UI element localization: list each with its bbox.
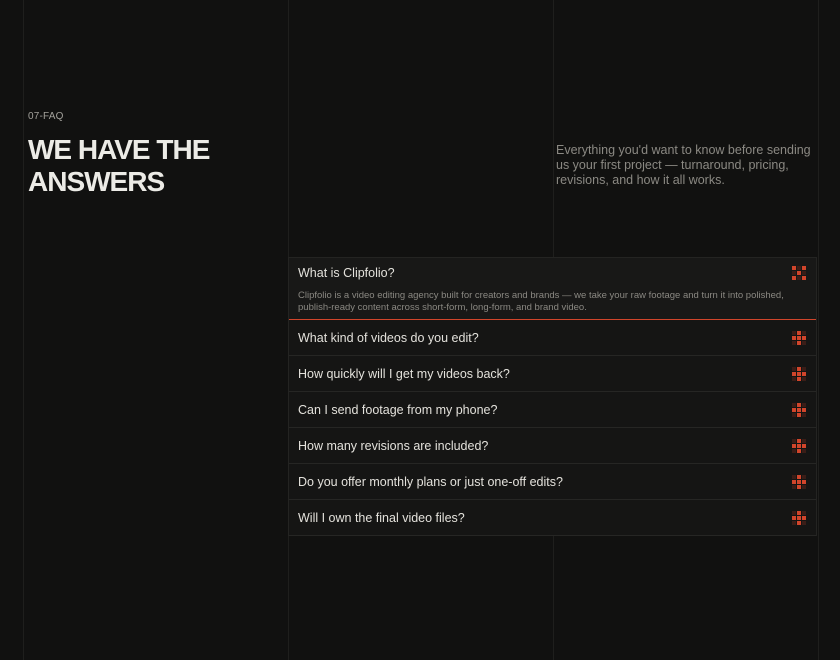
faq-accordion [288, 257, 817, 536]
faq-item [289, 320, 816, 356]
faq-question-toggle[interactable] [289, 320, 816, 355]
plus-icon [791, 474, 807, 490]
faq-question: How quickly will I get my videos back? [298, 366, 510, 381]
plus-icon [791, 510, 807, 526]
faq-question: What kind of videos do you edit? [298, 330, 479, 345]
faq-item [289, 464, 816, 500]
faq-question: What is Clipfolio? [298, 265, 395, 280]
faq-item [289, 258, 816, 320]
plus-icon [791, 330, 807, 346]
faq-question-toggle[interactable] [289, 500, 816, 535]
faq-item [289, 392, 816, 428]
plus-icon [791, 438, 807, 454]
faq-item [289, 356, 816, 392]
faq-question: Can I send footage from my phone? [298, 402, 498, 417]
section-intro: Everything you'd want to know before sending us your first project — turnaround, pricing, revisions, and how it all works. [556, 143, 811, 187]
faq-item [289, 428, 816, 464]
faq-question-toggle[interactable] [289, 392, 816, 427]
faq-question-toggle[interactable] [289, 258, 816, 287]
faq-question-toggle[interactable] [289, 356, 816, 391]
faq-question: Do you offer monthly plans or just one-off edits? [298, 474, 563, 489]
grid-line [818, 0, 819, 660]
faq-question-toggle[interactable] [289, 428, 816, 463]
grid-line [23, 0, 24, 660]
faq-question-toggle[interactable] [289, 464, 816, 499]
section-tag: 07-FAQ [28, 111, 64, 122]
plus-icon [791, 366, 807, 382]
faq-answer: Clipfolio is a video editing agency built for creators and brands — we take your raw footage and turn it into polished, publish-ready content across short-form, long-form, and brand video. [298, 290, 784, 313]
faq-question: How many revisions are included? [298, 438, 489, 453]
section-heading: WE HAVE THE ANSWERS [28, 134, 210, 197]
plus-icon [791, 402, 807, 418]
faq-item [289, 500, 816, 536]
close-icon [791, 265, 807, 281]
faq-question: Will I own the final video files? [298, 510, 465, 525]
